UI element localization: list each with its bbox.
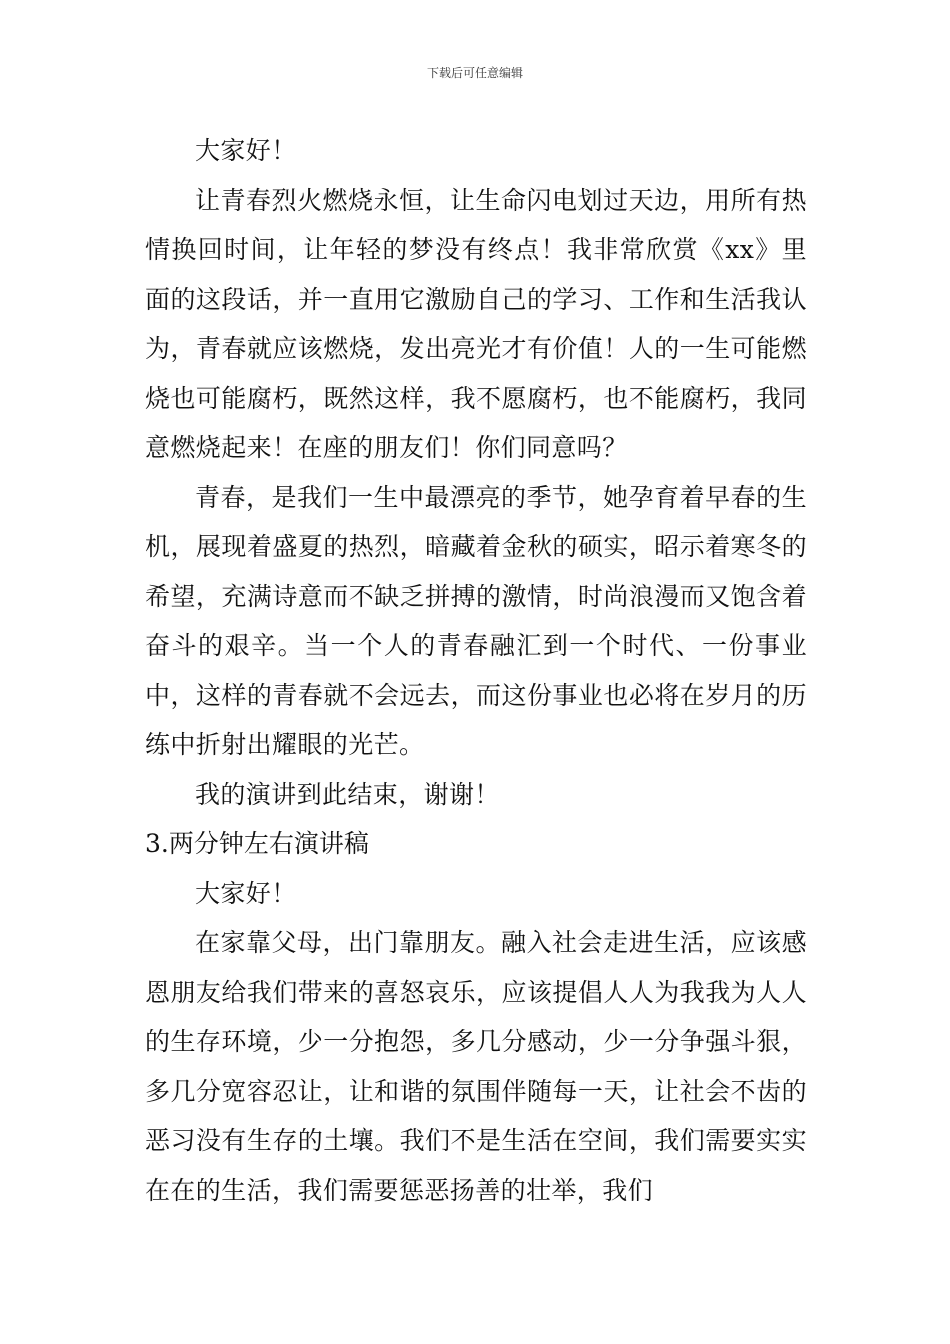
closing-paragraph: 我的演讲到此结束，谢谢！ [195, 779, 500, 809]
body-paragraph: 青春，是我们一生中最漂亮的季节，她孕育着早春的生机，展现着盛夏的热烈，暗藏着金秋的硕实，昭示着寒冬的希望，充满诗意而不缺乏拼搏的激情，时尚浪漫而又饱含着奋斗的艰辛。当一个人的青春融汇到一个时代、一份事业中，这样的青春就不会远去，而这份事业也必将在岁月的历练中折射出耀眼的光芒。 [145, 482, 807, 759]
section-heading: 3.两分钟左右演讲稿 [145, 829, 369, 858]
greeting-paragraph: 大家好！ [195, 136, 297, 165]
body-paragraph: 让青春烈火燃烧永恒，让生命闪电划过天边，用所有热情换回时间，让年轻的梦没有终点！我非常欣赏《xx》里面的这段话，并一直用它激励自己的学习、工作和生活我认为，青春就应该燃烧，发出亮光才有价值！人的一生可能燃烧也可能腐朽，既然这样，我不愿腐朽，也不能腐朽，我同意燃烧起来！在座的朋友们！你们同意吗？ [145, 185, 807, 462]
body-paragraph: 在家靠父母，出门靠朋友。融入社会走进生活，应该感恩朋友给我们带来的喜怒哀乐，应该提倡人人为我我为人人的生存环境，少一分抱怨，多几分感动，少一分争强斗狠，多几分宽容忍让，让和谐的氛围伴随每一天，让社会不齿的恶习没有生存的土壤。我们不是生活在空间，我们需要实实在在的生活，我们需要惩恶扬善的壮举，我们 [145, 928, 807, 1205]
page-header: 下载后可任意编辑 [426, 66, 523, 80]
greeting-paragraph: 大家好！ [195, 878, 297, 908]
document-body [145, 126, 807, 1215]
